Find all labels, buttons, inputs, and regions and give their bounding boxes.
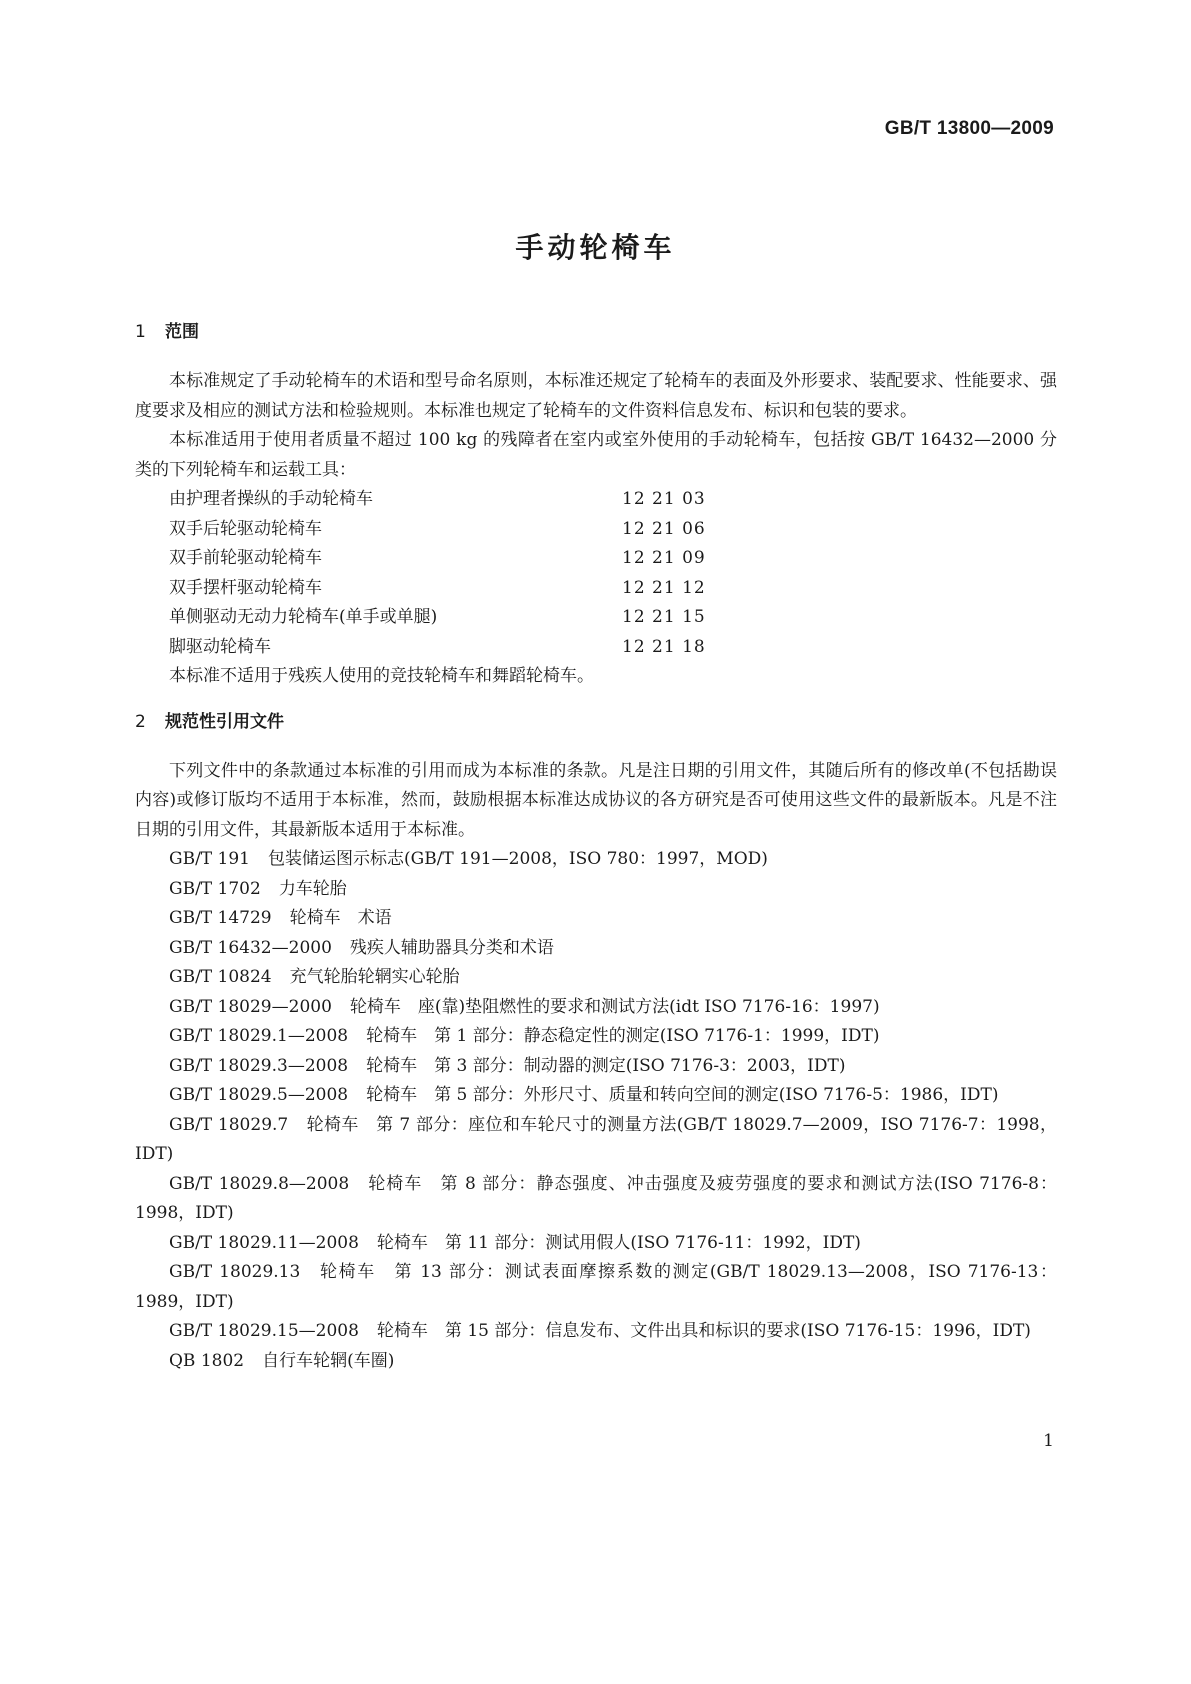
category-name: 双手后轮驱动轮椅车	[169, 518, 322, 539]
reference-title: 包装储运图示标志(GB/T 191—2008，ISO 780：1997，MOD)	[268, 849, 768, 869]
category-row	[135, 515, 1057, 545]
scope-paragraph: 本标准规定了手动轮椅车的术语和型号命名原则，本标准还规定了轮椅车的表面及外形要求、装配要求、性能要求、强度要求及相应的测试方法和检验规则。本标准也规定了轮椅车的文件资料信息发布、标识和包装的要求。	[135, 371, 1057, 421]
category-code: 12 21 12	[622, 577, 706, 598]
category-name: 单侧驱动无动力轮椅车(单手或单腿)	[169, 607, 438, 627]
reference-code: GB/T 16432—2000	[169, 937, 332, 958]
reference-item	[135, 1347, 1057, 1377]
reference-title: 轮椅车 第 13 部分：测试表面摩擦系数的测定(GB/T 18029.13—2008，ISO 7176-13：1989，IDT)	[135, 1262, 1057, 1312]
reference-code: GB/T 10824	[169, 967, 272, 987]
reference-title: 充气轮胎轮辋实心轮胎	[289, 967, 460, 987]
reference-title: 轮椅车 第 1 部分：静态稳定性的测定(ISO 7176-1：1999，IDT)	[366, 1026, 880, 1046]
reference-title: 轮椅车 第 5 部分：外形尺寸、质量和转向空间的测定(ISO 7176-5：1986，IDT)	[366, 1085, 999, 1105]
category-row	[135, 485, 1057, 515]
reference-code: GB/T 18029.15—2008	[169, 1321, 359, 1341]
scope-exclusion: 本标准不适用于残疾人使用的竞技轮椅车和舞蹈轮椅车。	[169, 666, 594, 686]
reference-code: GB/T 18029.1—2008	[169, 1026, 349, 1046]
reference-item	[135, 963, 1057, 993]
reference-item	[135, 904, 1057, 934]
reference-title: 轮椅车 第 7 部分：座位和车轮尺寸的测量方法(GB/T 18029.7—2009，ISO 7176-7：1998，IDT)	[135, 1114, 1057, 1164]
reference-item	[135, 1258, 1057, 1317]
document-code: GB/T 13800—2009	[884, 118, 1054, 139]
reference-code: GB/T 1702	[169, 878, 261, 899]
category-row	[135, 574, 1057, 604]
reference-title: 残疾人辅助器具分类和术语	[349, 937, 554, 958]
scope-paragraph: 本标准适用于使用者质量不超过 100 kg 的残障者在室内或室外使用的手动轮椅车，包括按 GB/T 16432—2000 分类的下列轮椅车和运载工具：	[135, 430, 1057, 480]
reference-code: GB/T 18029.5—2008	[169, 1085, 349, 1105]
reference-title: 轮椅车 术语	[289, 908, 392, 928]
reference-item	[135, 1052, 1057, 1082]
reference-item	[135, 1111, 1057, 1170]
reference-item	[135, 934, 1057, 964]
category-code: 12 21 03	[622, 489, 706, 509]
category-code: 12 21 18	[622, 636, 706, 657]
reference-list	[135, 845, 1057, 1376]
category-name: 双手摆杆驱动轮椅车	[169, 577, 322, 598]
page-title: 手动轮椅车	[515, 231, 676, 264]
reference-title: 轮椅车 座(靠)垫阻燃性的要求和测试方法(idt ISO 7176-16：1997)	[349, 996, 880, 1017]
section-number: 1	[135, 322, 146, 342]
reference-item	[135, 875, 1057, 905]
category-row	[135, 603, 1057, 633]
reference-item	[135, 1022, 1057, 1052]
section-heading-scope	[135, 320, 1057, 345]
category-code: 12 21 09	[622, 548, 706, 568]
reference-title: 轮椅车 第 15 部分：信息发布、文件出具和标识的要求(ISO 7176-15：1996，IDT)	[376, 1321, 1031, 1341]
section-number: 2	[135, 711, 146, 732]
reference-item	[135, 993, 1057, 1023]
reference-code: GB/T 18029.3—2008	[169, 1055, 349, 1076]
reference-code: GB/T 18029—2000	[169, 996, 332, 1017]
category-list	[135, 485, 1057, 662]
category-name: 脚驱动轮椅车	[169, 636, 271, 657]
reference-code: GB/T 18029.11—2008	[169, 1232, 359, 1253]
reference-code: QB 1802	[169, 1350, 245, 1371]
section-heading-normative-references	[135, 710, 1057, 735]
reference-code: GB/T 18029.13	[169, 1262, 301, 1282]
section-title: 范围	[165, 322, 199, 342]
section-title: 规范性引用文件	[165, 711, 284, 732]
reference-title: 轮椅车 第 3 部分：制动器的测定(ISO 7176-3：2003，IDT)	[366, 1055, 846, 1076]
reference-item	[135, 1317, 1057, 1347]
category-name: 双手前轮驱动轮椅车	[169, 548, 322, 568]
reference-code: GB/T 18029.8—2008	[169, 1173, 350, 1194]
reference-item	[135, 1081, 1057, 1111]
reference-title: 自行车轮辋(车圈)	[262, 1350, 395, 1371]
category-row	[135, 544, 1057, 574]
reference-title: 力车轮胎	[278, 878, 347, 899]
reference-code: GB/T 14729	[169, 908, 272, 928]
reference-code: GB/T 191	[169, 849, 250, 869]
document-body	[135, 320, 1057, 1376]
reference-item	[135, 1229, 1057, 1259]
reference-code: GB/T 18029.7	[169, 1114, 289, 1135]
references-intro: 下列文件中的条款通过本标准的引用而成为本标准的条款。凡是注日期的引用文件，其随后所有的修改单(不包括勘误内容)或修订版均不适用于本标准，然而，鼓励根据本标准达成协议的各方研究是否可使用这些文件的最新版本。凡是不注日期的引用文件，其最新版本适用于本标准。	[135, 760, 1057, 840]
reference-item	[135, 1170, 1057, 1229]
reference-title: 轮椅车 第 8 部分：静态强度、冲击强度及疲劳强度的要求和测试方法(ISO 7176-8：1998，IDT)	[135, 1173, 1058, 1223]
page-number: 1	[1043, 1431, 1054, 1451]
category-code: 12 21 06	[622, 518, 706, 539]
category-name: 由护理者操纵的手动轮椅车	[169, 489, 373, 509]
reference-title: 轮椅车 第 11 部分：测试用假人(ISO 7176-11：1992，IDT)	[376, 1232, 861, 1253]
category-row	[135, 633, 1057, 663]
category-code: 12 21 15	[622, 607, 706, 627]
reference-item	[135, 845, 1057, 875]
